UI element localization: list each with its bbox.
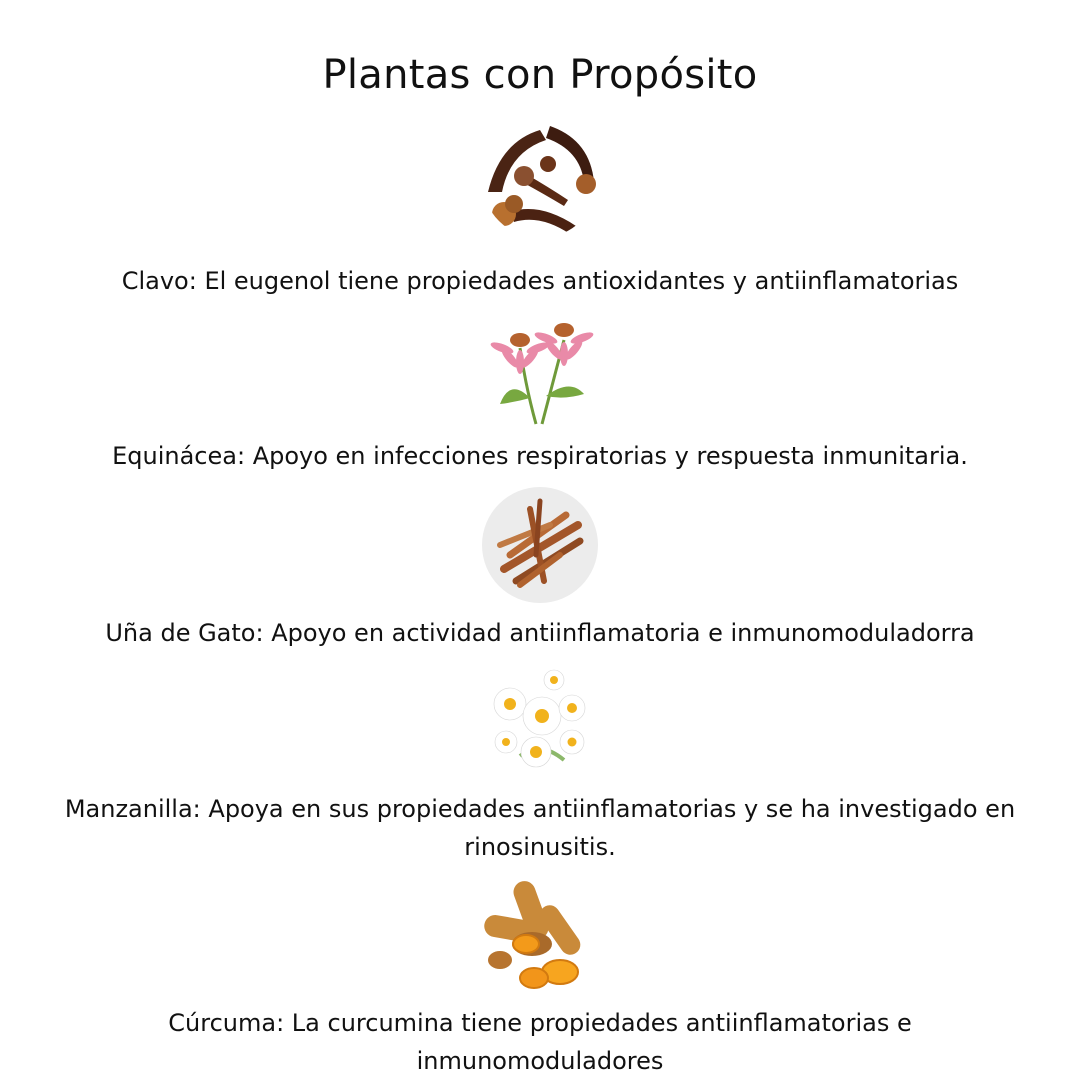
page-title: Plantas con Propósito <box>322 52 758 98</box>
plant-caption-manzanilla <box>0 790 1080 866</box>
plant-caption-una-de-gato: Uña de Gato: Apoyo en actividad antiinflamatoria e inmunomoduladorra <box>105 619 975 647</box>
echinacea-flower-icon <box>480 308 600 428</box>
clove-icon <box>480 122 600 242</box>
plant-caption-curcuma-line2: inmunomoduladores <box>416 1047 664 1075</box>
plant-caption-equinacea: Equinácea: Apoyo en infecciones respiratorias y respuesta inmunitaria. <box>112 442 968 470</box>
plant-caption-curcuma-line1: Cúrcuma: La curcumina tiene propiedades antiinflamatorias e <box>168 1009 912 1037</box>
cats-claw-bark-icon <box>480 485 600 605</box>
chamomile-flower-icon <box>480 660 600 780</box>
turmeric-root-icon <box>480 874 600 994</box>
plant-caption-manzanilla-line2: rinosinusitis. <box>464 833 616 861</box>
plant-caption-clavo: Clavo: El eugenol tiene propiedades antioxidantes y antiinflamatorias <box>121 267 959 295</box>
plant-caption-manzanilla-line1: Manzanilla: Apoya en sus propiedades antiinflamatorias y se ha investigado en <box>64 795 1016 823</box>
plant-caption-curcuma <box>0 1004 1080 1080</box>
